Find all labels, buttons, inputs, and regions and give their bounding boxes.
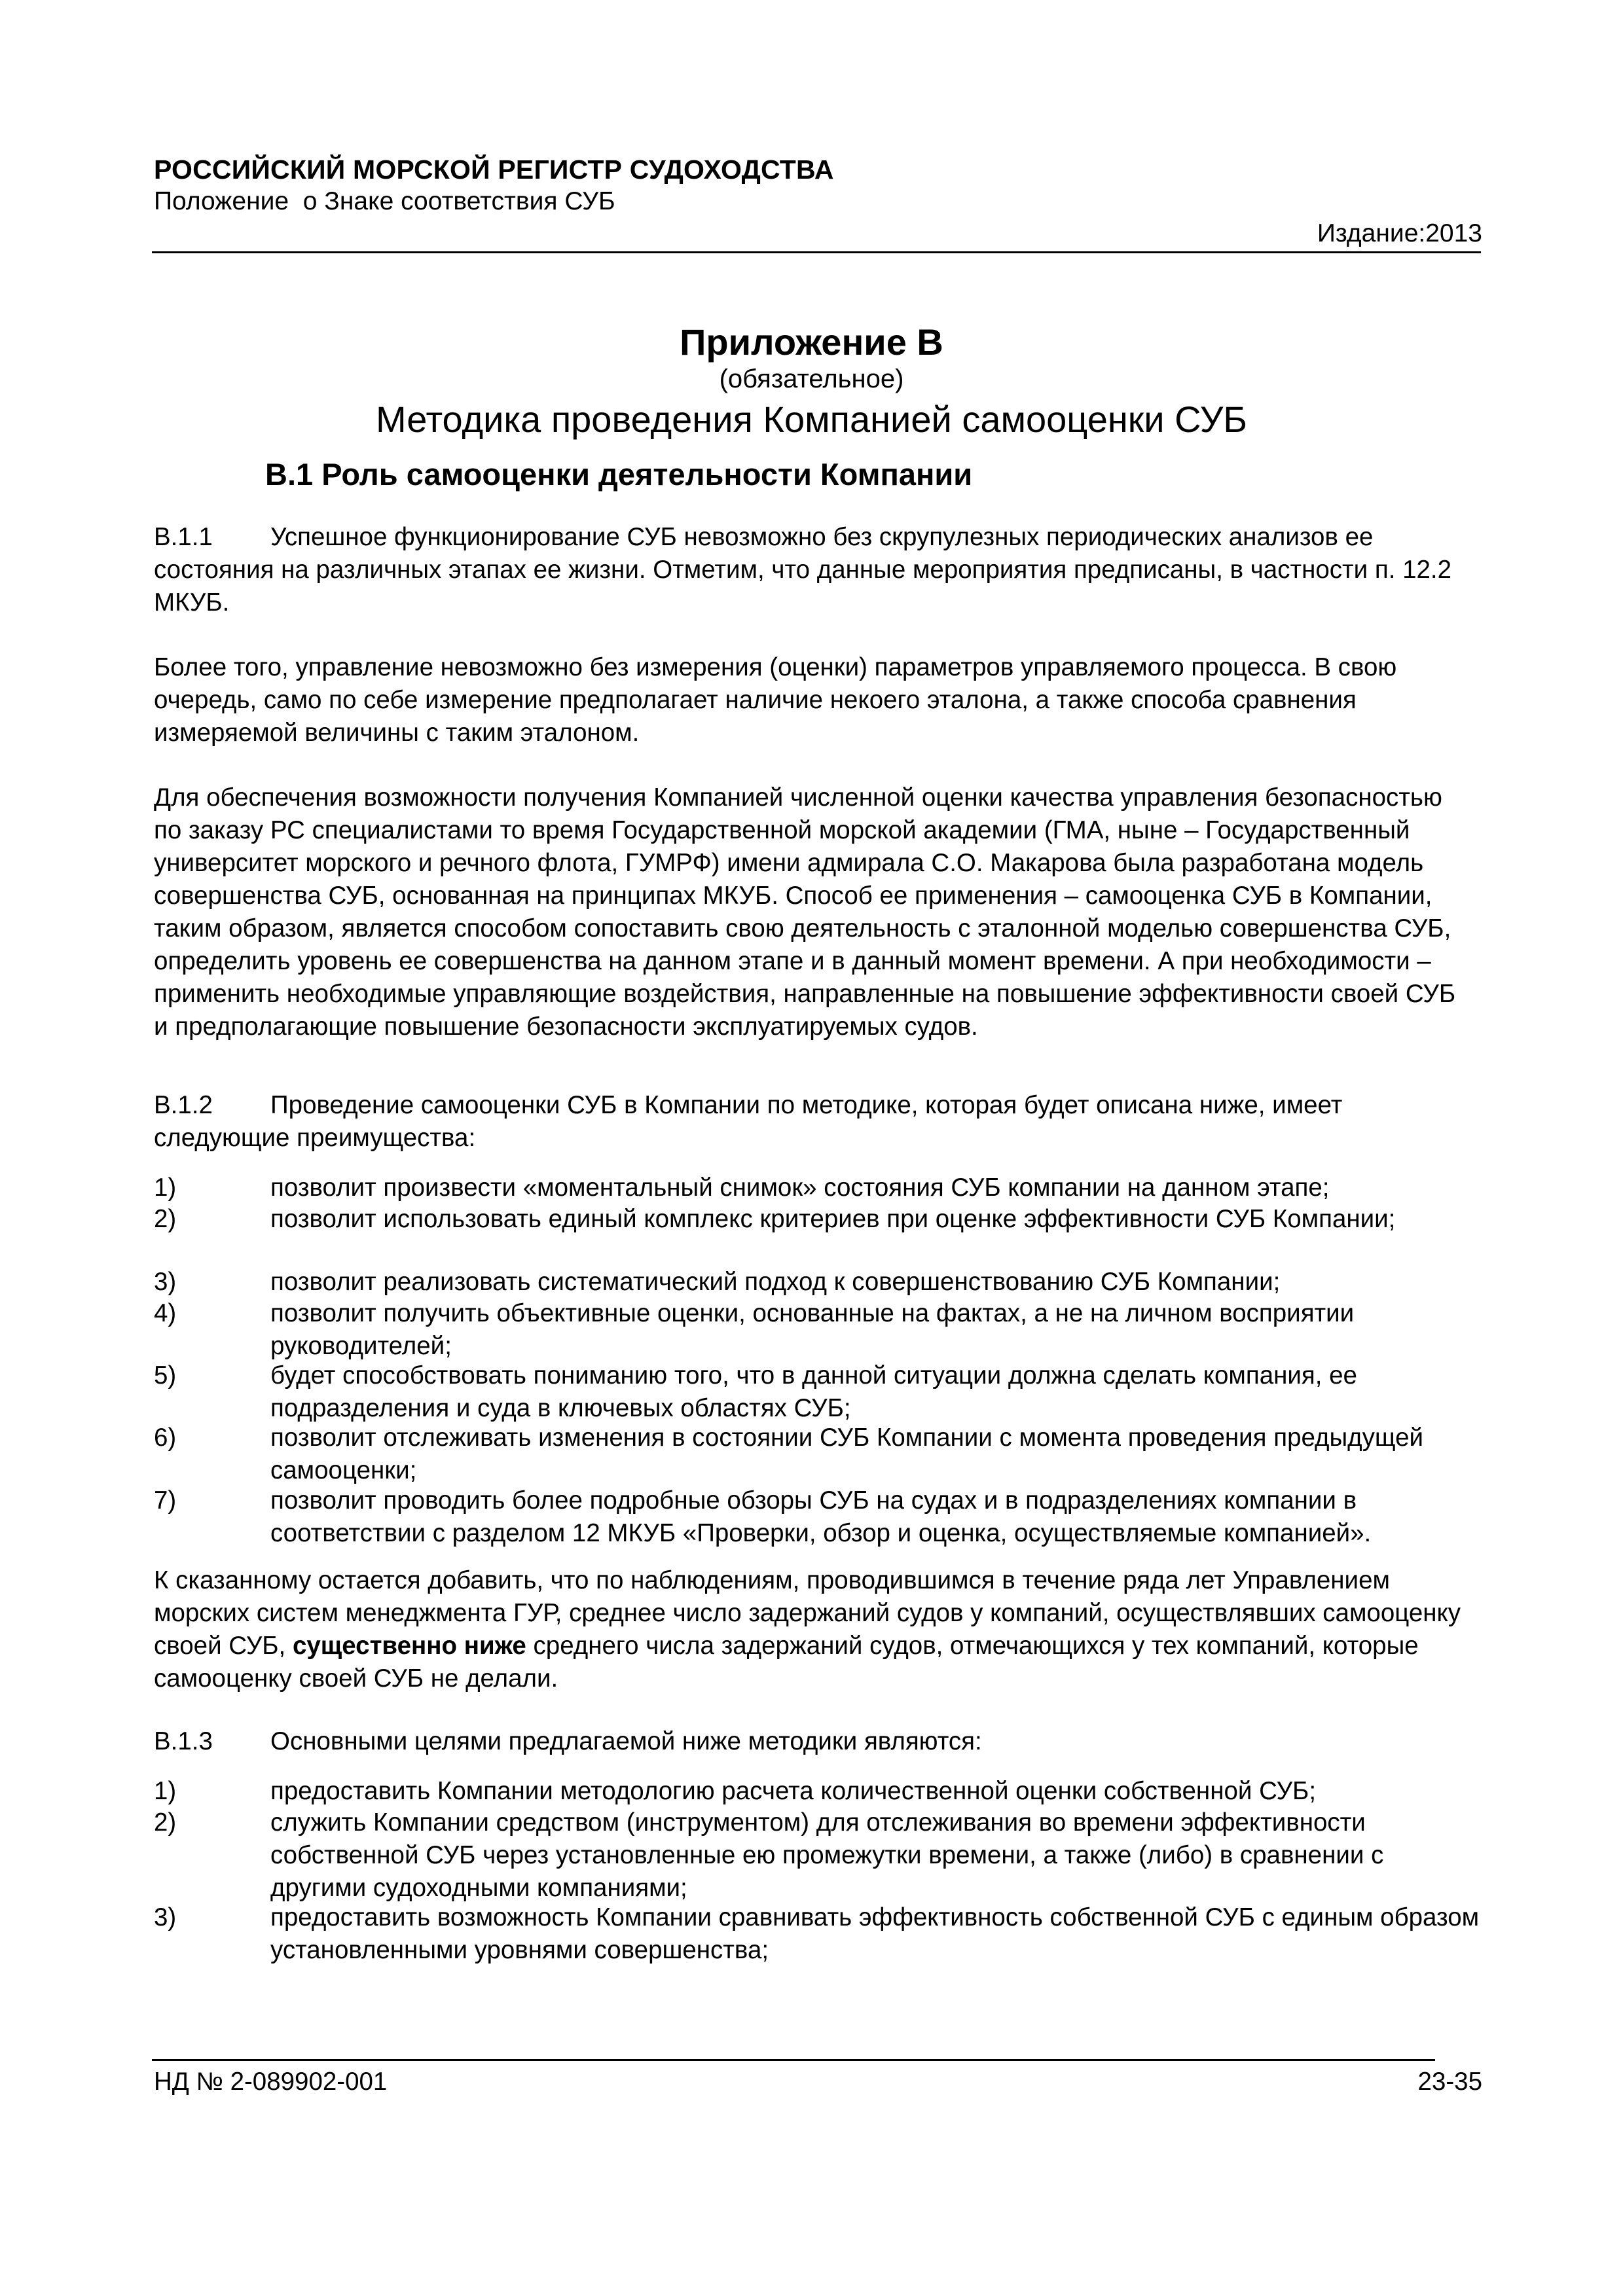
clause-number-b12: В.1.2 [154,1091,213,1119]
list-item-number: 7) [154,1486,177,1515]
clause-text-b12: Проведение самооценки СУБ в Компании по методике, которая будет описана ниже, имеет следующие преимущества: [154,1091,1343,1152]
list-item-text: позволит отслеживать изменения в состоянии СУБ Компании с момента проведения предыдущей самооценки; [270,1424,1424,1484]
list-item-text: позволит реализовать систематический подход к совершенствованию СУБ Компании; [270,1268,1281,1296]
list-item-number: 5) [154,1361,177,1390]
list-item-number: 2) [154,1808,177,1837]
list-item-number: 6) [154,1424,177,1452]
list-item-number: 1) [154,1174,177,1202]
observations-emphasis: существенно ниже [292,1632,526,1660]
list-item-number: 4) [154,1299,177,1327]
list-item-text: позволит произвести «моментальный снимок» состояния СУБ компании на данном этапе; [270,1174,1330,1202]
organization-name: РОССИЙСКИЙ МОРСКОЙ РЕГИСТР СУДОХОДСТВА [154,154,834,185]
list-item-number: 1) [154,1777,177,1805]
page-number: 23-35 [1417,2068,1482,2096]
appendix-note: (обязательное) [719,365,904,393]
paragraph-measurement: Более того, управление невозможно без измерения (оценки) параметров управляемого процесса. В свою очередь, само по себе измерение предполагает наличие некоего эталона, а также способа сравнения измеряемой величины с таким эталоном. [154,653,1397,747]
appendix-title: Приложение В [680,321,943,363]
observations-text-end: среднего числа задержаний судов, отмечающихся у тех компаний, которые самооценку своей СУБ не делали. [154,1632,1419,1693]
clause-number-b13: В.1.3 [154,1727,213,1755]
list-item-number: 3) [154,1268,177,1296]
header-divider [152,251,1481,253]
paragraph-model: Для обеспечения возможности получения Компанией численной оценки качества управления безопасностью по заказу РС специалистами то время Государственной морской академии (ГМА, ныне – Государственный университет морского и речного флота, ГУМРФ) имени адмирала С.О. Макарова была разработана модель совершенства СУБ, основанная на принципах МКУБ. Способ ее применения – самооценка СУБ в Компании, таким образом, является способом сопоставить свою деятельность с эталонной моделью совершенства СУБ, определить уровень ее совершенства на данном этапе и в данный момент времени. А при необходимости – применить необходимые управляющие воздействия, направленные на повышение эффективности своей СУБ и предполагающие повышение безопасности эксплуатируемых судов. [154,783,1456,1041]
appendix-subtitle: Методика проведения Компанией самооценки СУБ [375,399,1248,440]
document-number: НД № 2-089902-001 [154,2068,388,2096]
paragraph-observations [154,1564,1476,1695]
footer-divider [152,2059,1435,2061]
document-title: Положение о Знаке соответствия СУБ [154,187,615,215]
list-item-text: служить Компании средством (инструментом) для отслеживания во времени эффективности собственной СУБ через установленные ею промежутки времени, а также (либо) в сравнении с другими судоходными компаниями; [270,1808,1384,1902]
section-title: В.1 Роль самооценки деятельности Компании [265,457,973,492]
observations-text-start: К сказанному остается добавить, что по наблюдениям, проводившимся в течение ряда лет Управлением морских систем менеджмента ГУР, среднее число задержаний судов у компаний, осуществлявших самооценку своей СУБ, [154,1566,1461,1660]
list-item-number: 2) [154,1205,177,1233]
list-item-text: позволит получить объективные оценки, основанные на фактах, а не на личном восприятии руководителей; [270,1299,1355,1360]
list-item-text: предоставить возможность Компании сравнивать эффективность собственной СУБ с единым образом установленными уровнями совершенства; [270,1903,1480,1964]
list-item-text: будет способствовать пониманию того, что в данной ситуации должна сделать компания, ее подразделения и суда в ключевых областях СУБ; [270,1361,1357,1422]
edition-label: Издание:2013 [1317,219,1482,247]
clause-text-b11: Успешное функционирование СУБ невозможно без скрупулезных периодических анализов ее состояния на различных этапах ее жизни. Отметим, что данные мероприятия предписаны, в частности п. 12.2 МКУБ. [154,523,1452,617]
list-item-number: 3) [154,1903,177,1931]
list-item-text: позволит использовать единый комплекс критериев при оценке эффективности СУБ Компании; [270,1205,1396,1233]
clause-text-b13: Основными целями предлагаемой ниже методики являются: [270,1727,982,1755]
list-item-text: позволит проводить более подробные обзоры СУБ на судах и в подразделениях компании в соответствии с разделом 12 МКУБ «Проверки, обзор и оценка, осуществляемые компанией». [270,1486,1372,1547]
list-item-text: предоставить Компании методологию расчета количественной оценки собственной СУБ; [270,1777,1317,1805]
clause-number-b11: В.1.1 [154,523,213,551]
